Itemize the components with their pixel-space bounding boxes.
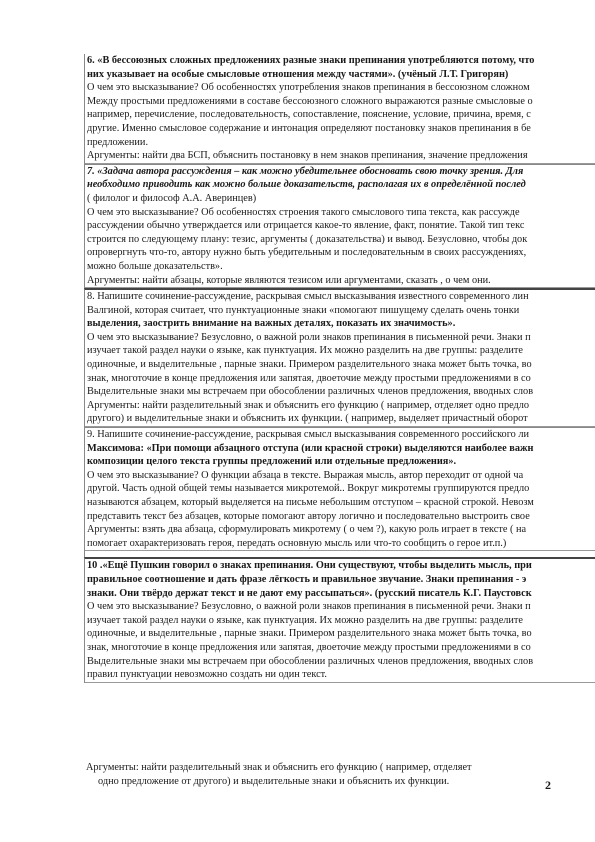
- task-9-prompt-line-1: 9. Напишите сочинение-рассуждение, раскрывая смысл высказывания современного российского ли: [87, 429, 530, 441]
- task-8-text-line: Выделительные знаки мы встречаем при обособлении различных членов предложения, вводных слов: [87, 386, 534, 398]
- task-6-arguments: Аргументы: найти два БСП, объяснить постановку в нем знаков препинания, значение предложения: [85, 149, 595, 164]
- task-10-quote-line-3: знаки. Они твёрдо держат текст и не дают ему рассыпаться». (русский писатель К.Г. Паустовск: [87, 587, 532, 599]
- task-7-text-line: можно больше доказательств».: [87, 260, 223, 272]
- task-9-text-line: представить текст без абзацев, которые помогают автору логично и последовательно выстроить свое: [87, 510, 530, 522]
- task-8-text-line: одиночные, и выделительные , парные знаки. Примером разделительного знака может быть точка, во: [87, 359, 532, 371]
- task-9-quote-line-1: Максимова: «При помощи абзацного отступа (или красной строки) выделяются наиболее важн: [87, 442, 534, 454]
- task-6-quote-line-1: 6. «В бессоюзных сложных предложениях разные знаки препинания употребляются потому, что: [87, 55, 535, 66]
- task-7-text-line: строится по следующему плану: тезис, аргументы ( доказательства) и вывод. Безусловно, чтобы док: [87, 233, 528, 245]
- task-9-text-line: называются абзацем, который выделяется на письме небольшим отступом – красной строкой. Невозм: [87, 497, 534, 508]
- task-10-arguments: Аргументы: найти разделительный знак и объяснить его функцию ( например, отделяет: [86, 762, 472, 773]
- task-9-text-line: О чем это высказывание? О функции абзаца в тексте. Выражая мысль, автор переходит от одной ча: [87, 469, 524, 481]
- task-10-text-line: О чем это высказывание? Безусловно, о важной роли знаков препинания в письменной речи. Знаки п: [87, 601, 531, 613]
- task-6-text-line: Между простыми предложениями в составе бессоюзного сложного выражаются разные смысловые о: [87, 95, 533, 107]
- task-10-quote-line-1: 10 .«Ещё Пушкин говорил о знаках препинания. Они существуют, чтобы выделить мысль, при: [87, 560, 532, 572]
- task-10-arguments-block: [84, 761, 595, 788]
- task-9-arguments: Аргументы: взять два абзаца, сформулировать микротему ( о чем ?), какую роль играет в тексте ( на: [87, 524, 527, 536]
- task-7-arguments: Аргументы: найти абзацы, которые являются тезисом или аргументами, сказать , о чем они.: [85, 274, 595, 289]
- task-6-cell: [84, 54, 595, 164]
- task-10-text-line: изучает такой раздел науки о языке, как пунктуация. Их можно разделить на две группы: разделите: [87, 614, 523, 626]
- task-6-text-line: О чем это высказывание? Об особенностях употребления знаков препинания в бессоюзном сложном: [87, 82, 530, 94]
- task-6-text-line: например, перечисление, последовательность, сопоставление, пояснение, условие, причина, время, с: [87, 109, 531, 121]
- task-8-text-line: изучает такой раздел науки о языке, как пунктуация. Их можно разделить на две группы: разделите: [87, 345, 523, 357]
- task-7-text-line: рассуждении обычно утверждается или отрицается какое-то явление, факт, понятие. Такой тип текс: [87, 220, 525, 232]
- task-10-cell: [84, 557, 595, 682]
- tasks-table: [84, 54, 595, 683]
- task-9-quote-line-2: композиции целого текста группы предложений или отдельные предложения».: [87, 456, 457, 468]
- page-number: 2: [545, 778, 551, 792]
- task-8-quote-line: выделения, заострить внимание на важных деталях, показать их значимость».: [87, 318, 456, 330]
- task-8-cell: [84, 288, 595, 427]
- task-6-text-line: другие. Именно смысловое содержание и интонация определяют постановку знаков препинания в бе: [87, 122, 531, 134]
- task-7-text-line: О чем это высказывание? Об особенностях строения такого смыслового типа текста, как рассужде: [87, 206, 520, 218]
- task-8-arguments: Аргументы: найти разделительный знак и объяснить его функцию ( например, отделяет одно предло: [87, 399, 530, 411]
- task-7-text-line: опровергнуть что-то, автору нужно быть убедительным и последовательным в своих рассуждениях,: [87, 247, 527, 259]
- task-10-text-line: правил пунктуации невозможно создать ни один текст.: [85, 668, 595, 683]
- task-10-text-line: Выделительные знаки мы встречаем при обособлении различных членов предложения, вводных слов: [87, 655, 534, 667]
- task-7-cell: [84, 164, 595, 288]
- task-7-quote-line-2: необходимо приводить как можно больше доказательств, располагая их в определённой послед: [87, 179, 526, 191]
- task-9-arguments-cont: помогает охарактеризовать героя, передать основную мысль или что-то сообщить о герое ит.п.): [85, 537, 595, 552]
- task-8-prompt-line-1: 8. Напишите сочинение-рассуждение, раскрывая смысл высказывания известного современного лин: [87, 291, 529, 303]
- task-7-author: ( филолог и философ А.А. Аверинцев): [87, 192, 257, 204]
- task-8-prompt-line-2: Валгиной, которая считает, что пунктуационные знаки «помогают пишущему сделать очень тонки: [87, 304, 520, 316]
- task-10-text-line: одиночные, и выделительные , парные знаки. Примером разделительного знака может быть точка, во: [87, 628, 532, 640]
- task-10-text-line: знак, многоточие в конце предложения или запятая, двоеточие между простыми предложениями в со: [87, 641, 531, 653]
- task-10-arguments-cont: одно предложение от другого) и выделительные знаки и объяснить их функции.: [98, 775, 450, 787]
- task-6-quote-line-2: них указывает на особые смысловые отношения между частями». (учёный Л.Т. Григорян): [87, 68, 509, 80]
- task-9-cell: [84, 427, 595, 551]
- task-10-quote-line-2: правильное соотношение и дать фразе лёгкость и правильное звучание. Знаки препинания - э: [87, 573, 527, 585]
- task-8-arguments-cont: другого) и выделительные знаки и объяснить их функции. ( например, выделяет причастный оборот: [85, 412, 595, 427]
- task-8-text-line: знак, многоточие в конце предложения или запятая, двоеточие между простыми предложениями в со: [87, 372, 531, 384]
- task-8-text-line: О чем это высказывание? Безусловно, о важной роли знаков препинания в письменной речи. Знаки п: [87, 331, 531, 343]
- task-7-quote-line-1: 7. «Задача автора рассуждения – как можно убедительнее обосновать свою точку зрения. Для: [87, 165, 524, 177]
- task-6-text-line: предложении.: [87, 136, 149, 148]
- task-9-text-line: другой. Часть одной общей темы называется микротемой.. Вокруг микротемы группируются предло: [87, 483, 530, 495]
